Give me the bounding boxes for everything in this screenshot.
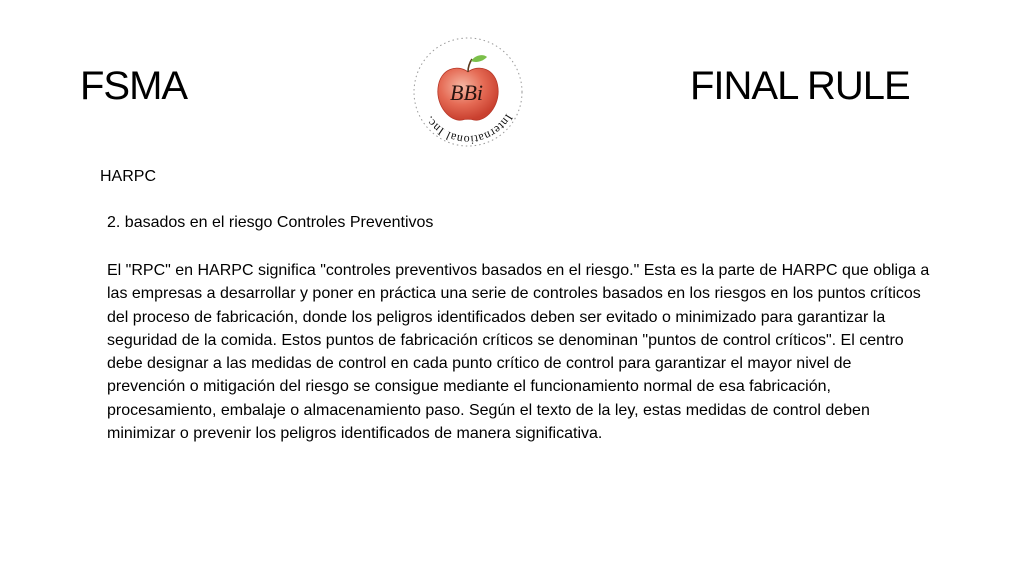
body-paragraph (107, 259, 997, 445)
body-line: prevención o mitigación del riesgo se consigue mediante el funcionamiento normal de esa fabricación, (107, 378, 831, 396)
logo-monogram: BBi (450, 80, 483, 105)
section-label: HARPC (100, 168, 157, 185)
body-line: del proceso de fabricación, donde los peligros identificados deben ser evitado o minimizado para garantizar la (107, 308, 886, 326)
title-fsma: FSMA (80, 64, 188, 108)
body-line: El "RPC" en HARPC significa "controles preventivos basados en el riesgo." Esta es la parte de HARPC que obliga a (107, 262, 930, 279)
body-line: minimizar o prevenir los peligros identificados de manera significativa. (107, 425, 603, 443)
subheading: 2. basados en el riesgo Controles Preventivos (107, 214, 434, 231)
apple-logo-icon (410, 34, 526, 150)
body-line: seguridad de la comida. Estos puntos de fabricación críticos se denominan "puntos de control críticos". El centro (107, 331, 904, 349)
body-line: debe designar a las medidas de control en cada punto crítico de control para garantizar el mayor nivel de (107, 355, 852, 373)
title-final-rule: FINAL RULE (690, 64, 910, 108)
company-logo (410, 34, 526, 150)
logo-ring-text: International Inc. (421, 111, 516, 148)
body-line: procesamiento, embalaje o almacenamiento paso. Según el texto de la ley, estas medidas de control deben (107, 401, 870, 419)
body-line: las empresas a desarrollar y poner en práctica una serie de controles basados en los riesgos en los puntos críticos (107, 285, 921, 303)
